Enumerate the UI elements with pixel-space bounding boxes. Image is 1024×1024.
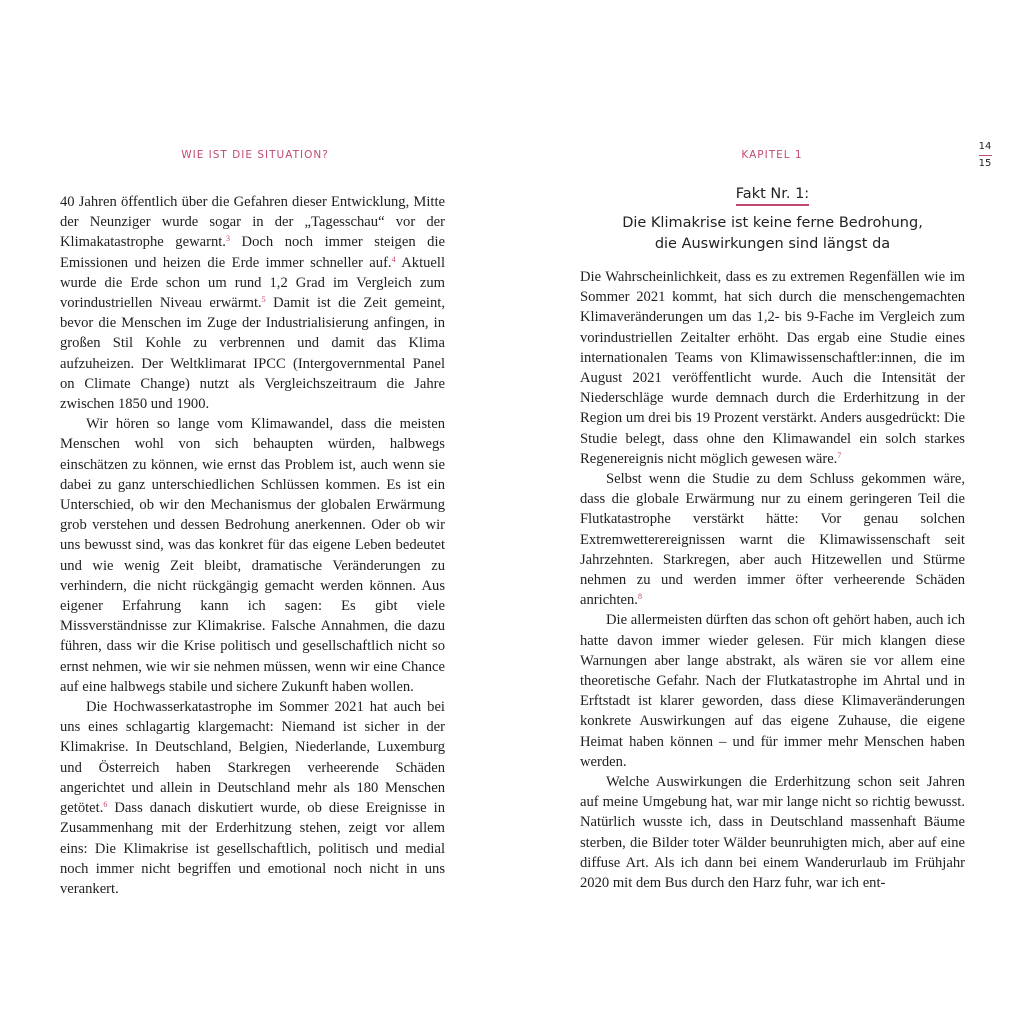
body-paragraph <box>580 469 965 610</box>
running-head-left: WIE IST DIE SITUATION? <box>181 149 329 161</box>
page-number-right: 15 <box>978 158 992 169</box>
paragraph-text: Doch noch immer steigen die Emissionen und heizen die Erde immer schneller auf. <box>60 234 446 271</box>
footnote-marker: 7 <box>837 450 842 460</box>
paragraph-text: Aktuell wurde die Erde schon um rund 1,2 Grad im Vergleich zum vorindustriellen Niveau erwärmt. <box>60 254 446 312</box>
fact-heading <box>580 183 965 254</box>
paragraph-text: Die allermeisten dürften das schon oft gehört haben, auch ich hatte davon immer wieder gelesen. Für mich klangen diese Warnungen aber lange abstrakt, als wären sie vor allem eine theoretische Gefahr. Nach der Flutkatastrophe im Ahrtal und in Erftstadt ist klarer geworden, dass diese Klimaveränderungen konkrete Auswirkungen auf das eigene Zuhause, die eigene Heimat haben können – und für immer mehr Menschen haben werden. <box>580 612 965 770</box>
footnote-marker: 5 <box>261 295 266 305</box>
paragraph-text: Die Wahrscheinlichkeit, dass es zu extremen Regenfällen wie im Sommer 2021 kommt, hat sich durch die menschengemachten Klimaveränderungen um das 1,2- bis 9-Fache im Vergleich zum vorindustriellen Zeitalter erhöht. Das ergab eine Studie eines internationalen Teams von Klimawissenschaftler:innen, die im August 2021 veröffentlicht wurde. Auch die Intensität der Niederschläge wurde demnach durch die Erderhitzung in der Region um drei bis 19 Prozent verstärkt. Anders ausgedrückt: Die Studie belegt, dass ohne den Klimawandel ein solch starkes Regenereignis nicht möglich gewesen wäre. <box>580 269 965 467</box>
fact-title <box>580 213 965 254</box>
paragraph-text: Selbst wenn die Studie zu dem Schluss gekommen wäre, dass die globale Erwärmung nur zu einem geringeren Teil die Flutkatastrophe verstärkt hätte: Vor genau solchen Extremwetterereignissen warnt die Klimawissenschaft seit Jahrzehnten. Starkregen, aber auch Hitzewellen und Stürme nehmen zu und werden immer öfter verheerende Schäden anrichten. <box>580 471 965 609</box>
paragraph-text: Wir hören so lange vom Klimawandel, dass die meisten Menschen wohl von sich behaupten würden, halbwegs einschätzen zu können, wie ernst das Problem ist, auch wenn sie dabei zu ganz unterschiedlichen Schlüssen kommen. Es ist ein Unterschied, ob wir den Mechanismus der globalen Erwärmung grob verstehen und dessen Bedrohung anerkennen. Oder ob wir uns bewusst sind, was das konkret für das eigene Leben bedeutet und wie wenig Zeit bleibt, dramatische Veränderungen zu verhindern, die nicht rückgängig gemacht werden können. Aus eigener Erfahrung kann ich sagen: Es gibt viele Missverständnisse zur Klimakrise. Falsche Annahmen, die dazu führen, dass wir die Krise politisch und gesellschaftlich nicht so ernst nehmen, wie wir sie nehmen müssen, wenn wir eine Chance auf eine halbwegs stabile und sichere Zukunft haben wollen. <box>60 416 445 695</box>
paragraph-text: Dass danach diskutiert wurde, ob diese Ereignisse in Zusammenhang mit der Erderhitzung stehen, zeigt vor allem eins: Die Klimakrise ist gesellschaftlich, politisch und medial noch immer nicht begriffen und emotional noch nicht in uns verankert. <box>60 800 445 897</box>
footnote-marker: 6 <box>103 800 108 810</box>
paragraph-text: Die Hochwasserkatastrophe im Sommer 2021 hat auch bei uns eines schlagartig klargemacht: Niemand ist sicher in der Klimakrise. In Deutschland, Belgien, Niederlande, Luxemburg und Österreich haben Starkregen verheerende Schäden angerichtet und allein in Deutschland mehr als 180 Menschen getötet. <box>60 699 445 817</box>
body-paragraph <box>60 414 445 697</box>
right-page-body <box>580 267 965 893</box>
fact-title-line: die Auswirkungen sind längst da <box>654 235 891 252</box>
paragraph-text: Damit ist die Zeit gemeint, bevor die Menschen im Zuge der Industrialisierung anfingen, in großen Stil Kohle zu verbrennen und damit das Klima aufzuheizen. Der Weltklimarat IPCC (Intergovernmental Panel on Climate Change) nutzt als Vergleichszeitraum die Jahre zwischen 1850 und 1900. <box>60 295 445 413</box>
footnote-marker: 3 <box>225 234 230 244</box>
fact-title-line: Die Klimakrise ist keine ferne Bedrohung, <box>622 215 923 231</box>
fact-label: Fakt Nr. 1: <box>736 184 809 206</box>
body-paragraph <box>580 610 965 772</box>
body-paragraph <box>60 192 445 414</box>
footnote-marker: 4 <box>391 254 396 264</box>
left-page-body <box>60 192 445 899</box>
body-paragraph <box>580 772 965 893</box>
page-number-left: 14 <box>978 141 992 152</box>
body-paragraph <box>60 697 445 899</box>
paragraph-text: Welche Auswirkungen die Erderhitzung schon seit Jahren auf meine Umgebung hat, war mir lange nicht so richtig bewusst. Natürlich wusste ich, dass in Deutschland massenhaft Bäume sterben, die Bilder toter Wälder beunruhigten mich, aber auf eine diffuse Art. Als ich dann bei einem Wanderurlaub im Frühjahr 2020 mit dem Bus durch den Harz fuhr, war ich ent- <box>580 774 965 892</box>
page-folio <box>972 140 998 170</box>
folio-divider <box>979 155 992 156</box>
paragraph-text: 40 Jahren öffentlich über die Gefahren dieser Entwicklung, Mitte der Neunziger wurde sogar in der „Tagesschau“ vor der Klimakatastrophe gewarnt. <box>60 194 445 251</box>
footnote-marker: 8 <box>637 592 642 602</box>
body-paragraph <box>580 267 965 469</box>
